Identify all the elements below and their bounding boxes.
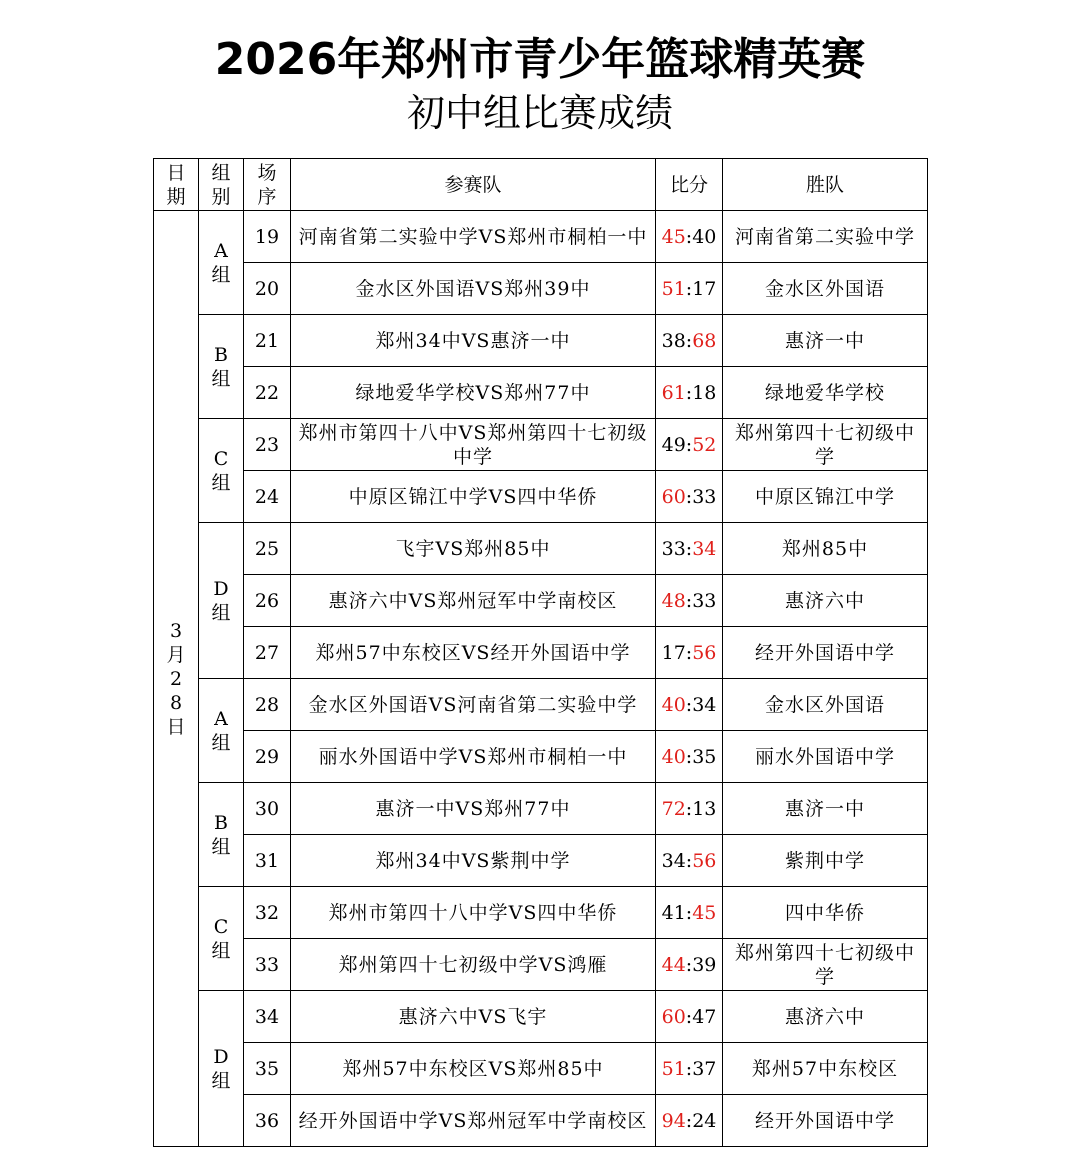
score-home: 33 xyxy=(661,537,686,560)
score-home: 49 xyxy=(661,433,686,456)
group-label: B组 xyxy=(211,811,231,858)
header-winner: 胜队 xyxy=(723,159,928,211)
score-home: 44 xyxy=(661,953,686,976)
score-home: 94 xyxy=(661,1109,686,1132)
score-home: 17 xyxy=(661,641,686,664)
table-row xyxy=(154,1095,928,1147)
group-label: D组 xyxy=(211,1045,231,1092)
score-separator: : xyxy=(685,745,693,768)
group-cell xyxy=(199,679,244,783)
match-number: 30 xyxy=(244,783,291,835)
score-away: 56 xyxy=(692,849,717,872)
score-separator: : xyxy=(685,797,693,820)
match-winner: 金水区外国语 xyxy=(723,679,928,731)
match-winner: 绿地爱华学校 xyxy=(723,367,928,419)
score-separator: : xyxy=(685,1005,693,1028)
match-teams: 中原区锦江中学VS四中华侨 xyxy=(291,471,656,523)
match-teams: 郑州34中VS惠济一中 xyxy=(291,315,656,367)
match-teams: 郑州34中VS紫荆中学 xyxy=(291,835,656,887)
match-winner: 惠济六中 xyxy=(723,575,928,627)
table-row xyxy=(154,263,928,315)
table-row xyxy=(154,731,928,783)
score-separator: : xyxy=(685,849,693,872)
match-score xyxy=(656,783,723,835)
match-winner: 丽水外国语中学 xyxy=(723,731,928,783)
match-winner: 紫荆中学 xyxy=(723,835,928,887)
table-row xyxy=(154,523,928,575)
score-separator: : xyxy=(685,693,693,716)
match-number: 28 xyxy=(244,679,291,731)
match-winner: 惠济六中 xyxy=(723,991,928,1043)
page-subtitle: 初中组比赛成绩 xyxy=(406,91,673,135)
group-label: C组 xyxy=(211,447,231,494)
match-teams: 郑州57中东校区VS经开外国语中学 xyxy=(291,627,656,679)
header-row xyxy=(154,159,928,211)
results-body xyxy=(154,211,928,1147)
match-teams: 经开外国语中学VS郑州冠军中学南校区 xyxy=(291,1095,656,1147)
match-score xyxy=(656,939,723,991)
match-score xyxy=(656,679,723,731)
match-score xyxy=(656,211,723,263)
group-label: B组 xyxy=(211,343,231,390)
score-away: 34 xyxy=(692,693,717,716)
match-number: 19 xyxy=(244,211,291,263)
score-away: 13 xyxy=(692,797,717,820)
table-row xyxy=(154,575,928,627)
table-row xyxy=(154,783,928,835)
score-home: 38 xyxy=(661,329,686,352)
match-winner: 郑州第四十七初级中学 xyxy=(723,419,928,471)
match-teams: 郑州市第四十八中VS郑州第四十七初级中学 xyxy=(291,419,656,471)
group-label: A组 xyxy=(211,239,231,286)
group-cell xyxy=(199,991,244,1147)
match-teams: 飞宇VS郑州85中 xyxy=(291,523,656,575)
group-label: A组 xyxy=(211,707,231,754)
score-separator: : xyxy=(685,1109,693,1132)
score-separator: : xyxy=(685,381,693,404)
group-label: D组 xyxy=(211,577,231,624)
match-score xyxy=(656,835,723,887)
score-separator: : xyxy=(685,329,693,352)
table-row xyxy=(154,939,928,991)
match-number: 29 xyxy=(244,731,291,783)
match-number: 23 xyxy=(244,419,291,471)
score-away: 39 xyxy=(692,953,717,976)
match-number: 31 xyxy=(244,835,291,887)
table-row xyxy=(154,1043,928,1095)
match-number: 32 xyxy=(244,887,291,939)
match-winner: 郑州57中东校区 xyxy=(723,1043,928,1095)
match-teams: 金水区外国语VS河南省第二实验中学 xyxy=(291,679,656,731)
match-winner: 惠济一中 xyxy=(723,315,928,367)
match-score xyxy=(656,419,723,471)
match-winner: 中原区锦江中学 xyxy=(723,471,928,523)
score-away: 17 xyxy=(692,277,717,300)
score-away: 24 xyxy=(692,1109,717,1132)
table-row xyxy=(154,471,928,523)
match-score xyxy=(656,367,723,419)
match-teams: 金水区外国语VS郑州39中 xyxy=(291,263,656,315)
match-number: 24 xyxy=(244,471,291,523)
match-number: 20 xyxy=(244,263,291,315)
match-number: 25 xyxy=(244,523,291,575)
match-winner: 郑州第四十七初级中学 xyxy=(723,939,928,991)
score-home: 45 xyxy=(661,225,686,248)
header-order: 场序 xyxy=(244,159,291,211)
match-number: 27 xyxy=(244,627,291,679)
score-away: 33 xyxy=(692,589,717,612)
header-date: 日期 xyxy=(154,159,199,211)
match-winner: 惠济一中 xyxy=(723,783,928,835)
match-number: 33 xyxy=(244,939,291,991)
date-label: 3月28日 xyxy=(166,619,186,738)
match-winner: 河南省第二实验中学 xyxy=(723,211,928,263)
match-score xyxy=(656,263,723,315)
page-title: 2026年郑州市青少年篮球精英赛 xyxy=(214,34,866,85)
match-teams: 惠济一中VS郑州77中 xyxy=(291,783,656,835)
score-away: 35 xyxy=(692,745,717,768)
table-row xyxy=(154,627,928,679)
match-number: 35 xyxy=(244,1043,291,1095)
group-cell xyxy=(199,211,244,315)
score-home: 40 xyxy=(661,745,686,768)
score-away: 34 xyxy=(692,537,717,560)
header-group: 组别 xyxy=(199,159,244,211)
score-separator: : xyxy=(685,225,693,248)
table-row xyxy=(154,211,928,263)
table-row xyxy=(154,679,928,731)
score-away: 45 xyxy=(692,901,717,924)
score-home: 60 xyxy=(661,1005,686,1028)
match-winner: 郑州85中 xyxy=(723,523,928,575)
match-score xyxy=(656,887,723,939)
match-teams: 惠济六中VS郑州冠军中学南校区 xyxy=(291,575,656,627)
match-score xyxy=(656,315,723,367)
header-teams: 参赛队 xyxy=(291,159,656,211)
score-home: 61 xyxy=(661,381,686,404)
match-teams: 惠济六中VS飞宇 xyxy=(291,991,656,1043)
score-separator: : xyxy=(685,485,693,508)
header-score: 比分 xyxy=(656,159,723,211)
match-winner: 金水区外国语 xyxy=(723,263,928,315)
date-cell xyxy=(154,211,199,1147)
match-score xyxy=(656,1043,723,1095)
table-row xyxy=(154,835,928,887)
score-away: 47 xyxy=(692,1005,717,1028)
group-cell xyxy=(199,783,244,887)
match-score xyxy=(656,627,723,679)
match-score xyxy=(656,991,723,1043)
score-separator: : xyxy=(685,953,693,976)
score-separator: : xyxy=(685,1057,693,1080)
score-separator: : xyxy=(685,277,693,300)
match-winner: 经开外国语中学 xyxy=(723,627,928,679)
score-separator: : xyxy=(685,901,693,924)
score-away: 52 xyxy=(692,433,717,456)
group-label: C组 xyxy=(211,915,231,962)
match-teams: 郑州57中东校区VS郑州85中 xyxy=(291,1043,656,1095)
score-home: 51 xyxy=(661,277,686,300)
score-home: 60 xyxy=(661,485,686,508)
score-away: 33 xyxy=(692,485,717,508)
score-separator: : xyxy=(685,537,693,560)
table-row xyxy=(154,991,928,1043)
match-number: 36 xyxy=(244,1095,291,1147)
table-row xyxy=(154,419,928,471)
match-teams: 丽水外国语中学VS郑州市桐柏一中 xyxy=(291,731,656,783)
match-score xyxy=(656,1095,723,1147)
group-cell xyxy=(199,419,244,523)
match-score xyxy=(656,523,723,575)
match-teams: 绿地爱华学校VS郑州77中 xyxy=(291,367,656,419)
match-score xyxy=(656,471,723,523)
score-away: 37 xyxy=(692,1057,717,1080)
match-score xyxy=(656,575,723,627)
score-home: 51 xyxy=(661,1057,686,1080)
match-teams: 郑州市第四十八中学VS四中华侨 xyxy=(291,887,656,939)
score-away: 56 xyxy=(692,641,717,664)
group-cell xyxy=(199,523,244,679)
match-teams: 郑州第四十七初级中学VS鸿雁 xyxy=(291,939,656,991)
score-home: 48 xyxy=(661,589,686,612)
match-number: 21 xyxy=(244,315,291,367)
score-separator: : xyxy=(685,433,693,456)
score-separator: : xyxy=(685,641,693,664)
score-home: 34 xyxy=(661,849,686,872)
match-score xyxy=(656,731,723,783)
score-home: 72 xyxy=(661,797,686,820)
results-table xyxy=(153,158,928,1147)
match-winner: 四中华侨 xyxy=(723,887,928,939)
score-away: 18 xyxy=(692,381,717,404)
score-away: 68 xyxy=(692,329,717,352)
match-number: 26 xyxy=(244,575,291,627)
table-row xyxy=(154,315,928,367)
score-home: 41 xyxy=(661,901,686,924)
match-number: 22 xyxy=(244,367,291,419)
table-row xyxy=(154,367,928,419)
score-home: 40 xyxy=(661,693,686,716)
table-row xyxy=(154,887,928,939)
match-winner: 经开外国语中学 xyxy=(723,1095,928,1147)
score-separator: : xyxy=(685,589,693,612)
group-cell xyxy=(199,315,244,419)
match-teams: 河南省第二实验中学VS郑州市桐柏一中 xyxy=(291,211,656,263)
match-number: 34 xyxy=(244,991,291,1043)
score-away: 40 xyxy=(692,225,717,248)
group-cell xyxy=(199,887,244,991)
